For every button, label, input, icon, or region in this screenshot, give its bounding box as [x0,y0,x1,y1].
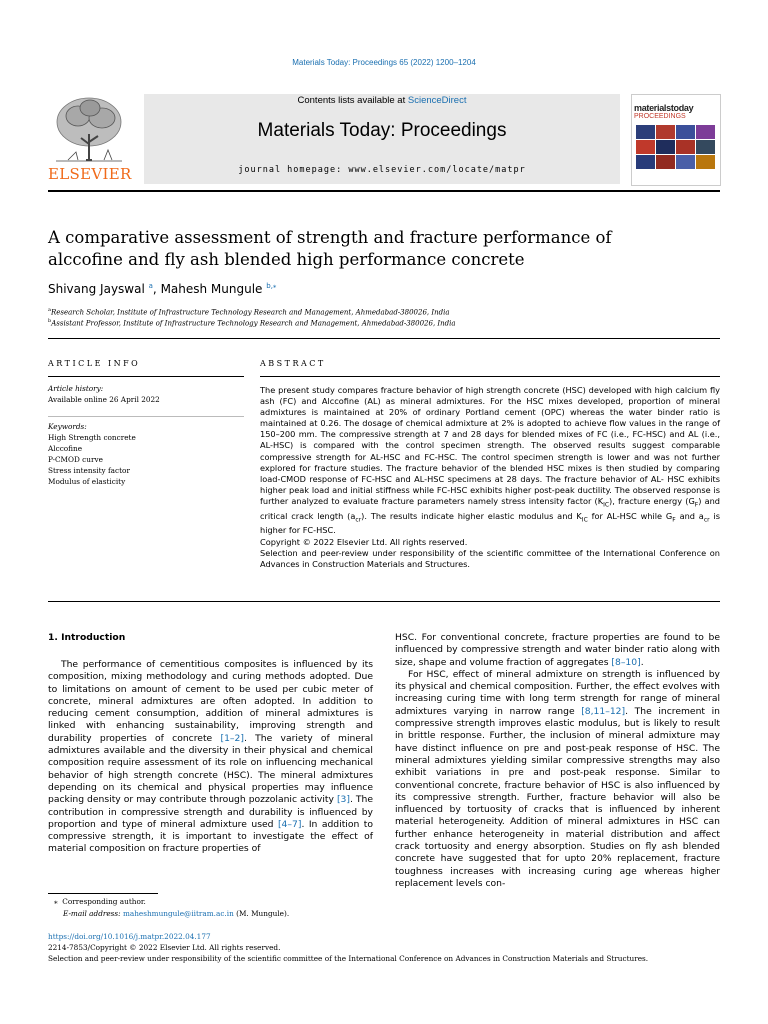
subscript: F [694,501,699,509]
keyword: Alccofine [48,444,83,453]
subscript: cr [355,516,362,524]
journal-cover-image [631,94,721,186]
abstract-copyright: Copyright © 2022 Elsevier Ltd. All rights reserved. [260,536,468,547]
history-label: Article history: [48,384,104,393]
subscript: cr [703,516,710,524]
doi-link[interactable] [48,932,211,941]
author-name: Mahesh Mungule [160,282,263,296]
journal-reference-link[interactable]: Materials Today: Proceedings 65 (2022) 1200–1204 [292,58,476,67]
paragraph-text: . The variety of mineral admixtures available and the diversity in their physical and chemical composition require assessment of its role on influencing mechanical behavior of high strength concrete (HSC). The mineral admixtures depending on its chemical and physical properties may influence packing density or may contribute through pozzolanic activity [48,732,373,806]
journal-homepage[interactable]: journal homepage: www.elsevier.com/locate/matpr [238,165,526,175]
abstract-text-segment: ) and critical crack length (a [260,495,721,521]
title-line-1: A comparative assessment of strength and fracture performance of [48,228,612,247]
paragraph-text: The performance of cementitious composites is influenced by its composition, mixing methodology and curing methods adopted. Due to limitations on amount of cement to be used per cubic meter of concrete, mineral admixtures are often adopted. In addition to reducing cement consumption, addition of mineral admixtures is linked with enhancing sustainability, improving strength and durability properties of concrete [48,659,373,744]
affiliation-link[interactable]: a [148,282,153,290]
peer-review-footer: Selection and peer-review under responsibility of the scientific committee of the International Conference on Advances in Construction Materials and Structures. [48,954,649,963]
email-link[interactable]: maheshmungule@iitram.ac.in [122,909,234,918]
affiliation-rule [48,338,720,339]
abstract-heading: ABSTRACT [260,359,326,368]
abstract-text-segment: is higher for FC-HSC. [260,510,720,536]
subscript: F [672,516,676,524]
paragraph-text: For HSC, effect of mineral admixture on strength is influenced by its physical and chemical composition. Further, the effect evolves with increasing curing time with long term strength for range of mineral admixtures varying in narrow range [395,668,720,717]
affiliation-marker: b [48,318,52,324]
citation-link[interactable]: [8,11–12] [581,705,626,717]
subscript: IC [603,501,610,509]
title-line-2: alccofine and fly ash blended high performance concrete [48,250,525,269]
article-title [48,227,688,271]
keyword: Modulus of elasticity [48,477,126,486]
footnote-text: Corresponding author. [62,897,146,906]
contents-availability [144,95,620,106]
keywords-list [48,432,136,487]
abstract-body [260,385,720,570]
abstract-text-segment: and a [675,510,704,521]
paragraph-text: . The increment in compressive strength improves elastic modulus, but is likely to result in brittle response. Further, the inclusion of mineral admixture may have distinct influence on pre and post-peak response of HSC. The mineral admixtures yielding similar compressive strengths may also exhibit variations in pre and post-peak response. Similar to conventional concrete, fracture behavior of HSC is also influenced by its compressive strength. Further, fracture behavior will also be influenced by tortuosity of cracks that is influenced by inherent material heterogeneity. Addition of mineral admixtures in HSC can further enhance heterogeneity in material distribution and affect crack tortuosity and energy absorption. Studies on fly ash blended concrete have suggested that for upto 20% replacement, fracture toughness increases with increasing curing age whereas higher replacement levels con- [395,705,720,889]
paragraph-text: HSC. For conventional concrete, fracture properties are found to be influenced by compressive strength and water binder ratio along with size, shape and volume fraction of aggregates [395,632,720,668]
email-label: E-mail address: [63,909,123,918]
article-info-heading: ARTICLE INFO [48,359,141,368]
history-value: Available online 26 April 2022 [48,395,160,404]
right-column [395,632,720,890]
abstract-text-segment: for AL-HSC while G [587,510,673,521]
affiliation-marker: a [48,307,51,313]
abstract-text [260,385,720,537]
corresponding-author-note [54,897,146,906]
section-heading-introduction: 1. Introduction [48,632,126,643]
author-name: Shivang Jayswal [48,282,145,296]
footnote-marker: ⁎ [54,897,58,906]
author-list [48,282,276,296]
affiliation-text: Assistant Professor, Institute of Infrastructure Technology Research and Management, Ahmedabad-380026, India [51,319,456,328]
citation-link[interactable]: [1–2] [220,732,244,744]
footnote-rule [48,893,158,894]
cover-mosaic [636,125,716,171]
left-column [48,659,373,856]
paragraph-text: . [640,656,644,668]
author-separator: , [152,282,161,296]
keyword: High Strength concrete [48,433,136,442]
paragraph [395,669,720,890]
abstract-peer-review: Selection and peer-review under responsibility of the scientific committee of the International Conference on Advances in Construction Materials and Structures. [260,547,720,569]
keywords-label: Keywords: [48,422,87,431]
contents-prefix: Contents lists available at [297,95,408,106]
cover-title: materialstoday [634,103,694,113]
affiliation-a [48,307,450,316]
sciencedirect-link[interactable]: ScienceDirect [407,95,467,106]
paragraph [48,659,373,856]
keyword: Stress intensity factor [48,466,130,475]
affiliation-text: Research Scholar, Institute of Infrastructure Technology Research and Management, Ahmedabad-380026, India [50,308,450,317]
citation-link[interactable]: [4–7] [277,818,302,830]
paragraph [395,632,720,669]
cover-subtitle: PROCEEDINGS [634,113,686,120]
abstract-text-segment: ). The results indicate higher elastic modulus and K [361,510,582,521]
affiliation-b [48,318,456,327]
abstract-text-segment: ), fracture energy (G [609,495,695,506]
affiliation-link[interactable]: b,⁎ [266,282,277,290]
abstract-bottom-rule [48,601,720,602]
keywords-rule [48,416,244,417]
email-note [63,909,289,918]
abstract-rule [260,376,720,377]
citation-link[interactable]: [8–10] [611,656,641,668]
journal-title: Materials Today: Proceedings [257,120,507,141]
keyword: P-CMOD curve [48,455,103,464]
abstract-text-segment: The present study compares fracture behavior of high strength concrete (HSC) developed with high calcium fly ash (FC) and Alccofine (AL) as mineral admixtures. For the HSC mixes developed, proportion of mineral admixtures is maintained at 20% of ordinary Portland cement (OPC) whereas the water binder ratio is maintained at 0.26. The dosage of chemical admixture at 2% is adopted to achieve flow values in the range of 150–200 mm. The compressive strength at 7 and 28 days for blended mixes of FC (i.e., FC-HSC) and AL (i.e., AL-HSC) is compared with the control specimen strength. The observed results suggest comparable compressive strength for AL-HSC and FC-HSC. The control specimen strength is lower and was not further explored for fracture studies. The fracture behavior of the blended HSC mixes is then studied by comparing load-CMOD response of FC-HSC and AL-HSC specimens at 28 days. The fracture behavior of AL- HSC exhibits higher peak load and initial stiffness while FC-HSC exhibits higher post-peak ductility. The observed response is further analyzed to evaluate fracture parameters namely stress intensity factor (K [260,385,720,506]
citation-link[interactable]: [3] [336,794,350,806]
issn-line: 2214-7853/Copyright © 2022 Elsevier Ltd. All rights reserved. [48,943,281,952]
article-info-rule [48,376,244,377]
paragraph-text: . The contribution in compressive strength and durability is influenced by proportion and type of mineral admixture used [48,794,373,830]
header-rule [48,190,720,192]
doi-text[interactable]: https://doi.org/10.1016/j.matpr.2022.04.177 [48,932,211,941]
email-suffix: (M. Mungule). [233,909,290,918]
paragraph-text: . In addition to compressive strength, it is important to investigate the effect of material composition on fracture properties of [48,818,373,855]
elsevier-wordmark: ELSEVIER [48,165,132,183]
subscript: IC [581,516,588,524]
